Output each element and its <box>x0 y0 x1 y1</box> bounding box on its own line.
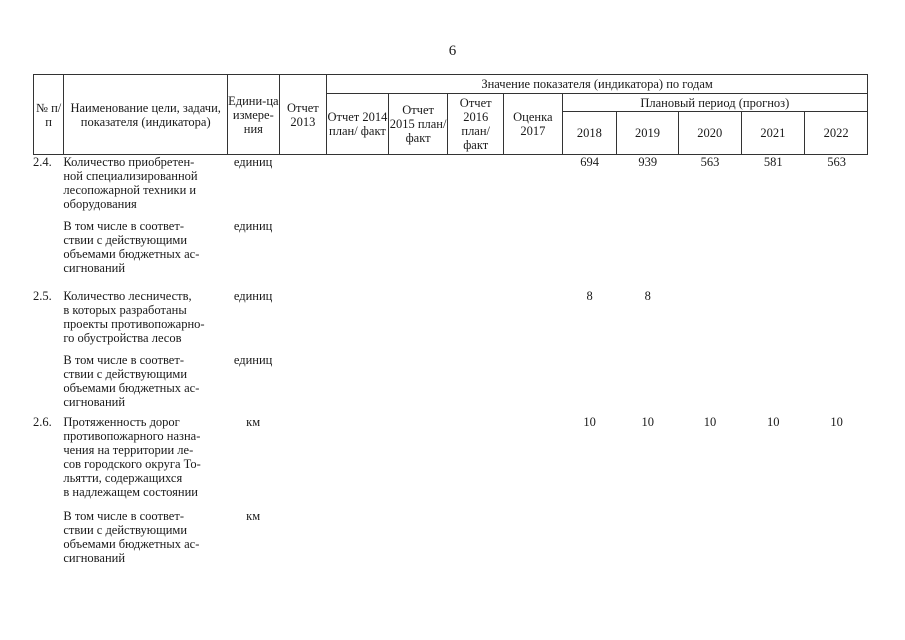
year-value <box>679 289 742 353</box>
unit-cell: единиц <box>233 353 273 367</box>
row-number: 2.5. <box>33 289 52 303</box>
year-value <box>562 509 617 569</box>
year-value <box>805 289 868 353</box>
year-value: 10 <box>767 415 780 429</box>
empty-cell <box>326 415 388 509</box>
empty-cell <box>448 219 504 289</box>
year-value <box>617 509 679 569</box>
unit-cell: км <box>246 509 261 523</box>
empty-cell <box>279 509 327 569</box>
year-value <box>741 219 805 289</box>
empty-cell <box>388 289 448 353</box>
empty-cell <box>388 353 448 415</box>
empty-cell <box>279 415 327 509</box>
row-number <box>33 219 63 289</box>
header-year: 2018 <box>562 112 617 155</box>
year-value <box>741 289 805 353</box>
year-value <box>805 509 868 569</box>
empty-cell <box>504 509 563 569</box>
year-value: 563 <box>700 155 720 169</box>
indicator-name: Количество приобретен- ной специализированной лесопожарной техники и оборудования <box>63 155 198 211</box>
header-table <box>33 74 868 155</box>
table-row <box>33 155 868 219</box>
unit-cell: единиц <box>233 155 273 169</box>
year-value <box>805 353 868 415</box>
empty-cell <box>279 155 327 219</box>
empty-cell <box>388 219 448 289</box>
row-number <box>33 509 63 569</box>
year-value <box>679 353 742 415</box>
indicator-name: Протяженность дорог противопожарного назна- чения на территории ле- сов городского округа То- льятти, содержащихся в надлежащем состоянии <box>63 415 201 499</box>
year-value: 694 <box>580 155 599 169</box>
year-value <box>679 219 742 289</box>
header-num: № п/п <box>34 75 64 155</box>
year-value: 581 <box>763 155 783 169</box>
empty-cell <box>504 155 563 219</box>
empty-cell <box>448 155 504 219</box>
header-2013: Отчет 2013 <box>279 75 327 155</box>
empty-cell <box>448 289 504 353</box>
empty-cell <box>388 415 448 509</box>
empty-cell <box>326 353 388 415</box>
empty-cell <box>326 155 388 219</box>
header-2016: Отчет 2016 план/ факт <box>448 94 504 155</box>
empty-cell <box>388 509 448 569</box>
empty-cell <box>504 353 563 415</box>
empty-cell <box>504 289 563 353</box>
year-value <box>741 353 805 415</box>
year-value: 10 <box>830 415 843 429</box>
table-row <box>33 219 868 289</box>
unit-cell: единиц <box>233 289 273 303</box>
unit-cell: единиц <box>233 219 273 233</box>
year-value: 939 <box>638 155 658 169</box>
year-value: 10 <box>583 415 596 429</box>
header-unit: Едини-ца измере-ния <box>228 75 280 155</box>
row-number: 2.6. <box>33 415 52 429</box>
year-value <box>679 509 742 569</box>
unit-cell: км <box>246 415 261 429</box>
year-value <box>562 353 617 415</box>
empty-cell <box>326 509 388 569</box>
body-table <box>33 155 868 569</box>
empty-cell <box>279 219 327 289</box>
empty-cell <box>504 415 563 509</box>
year-value: 563 <box>827 155 846 169</box>
empty-cell <box>326 289 388 353</box>
indicator-name: В том числе в соответ- ствии с действующими объемами бюджетных ас- сигнований <box>63 219 200 275</box>
header-year: 2021 <box>741 112 805 155</box>
header-plan-title: Плановый период (прогноз) <box>562 94 867 112</box>
header-group-title: Значение показателя (индикатора) по годам <box>327 75 868 94</box>
page-number: 6 <box>448 43 457 59</box>
table-row <box>33 353 868 415</box>
empty-cell <box>279 353 327 415</box>
year-value <box>617 353 679 415</box>
year-value <box>562 219 617 289</box>
row-number <box>33 353 63 415</box>
row-number: 2.4. <box>33 155 52 169</box>
indicator-name: В том числе в соответ- ствии с действующими объемами бюджетных ас- сигнований <box>63 353 200 409</box>
empty-cell <box>448 509 504 569</box>
empty-cell <box>504 219 563 289</box>
header-2015: Отчет 2015 план/ факт <box>388 94 448 155</box>
year-value <box>805 219 868 289</box>
year-value: 8 <box>586 289 593 303</box>
empty-cell <box>279 289 327 353</box>
empty-cell <box>326 219 388 289</box>
header-year: 2022 <box>805 112 868 155</box>
year-value: 10 <box>641 415 655 429</box>
year-value: 10 <box>703 415 717 429</box>
table-row <box>33 415 868 509</box>
indicator-name: Количество лесничеств, в которых разработаны проекты противопожарно- го обустройства лесов <box>63 289 205 345</box>
header-2014: Отчет 2014 план/ факт <box>327 94 389 155</box>
empty-cell <box>448 353 504 415</box>
header-year: 2020 <box>678 112 741 155</box>
table-row <box>33 289 868 353</box>
header-2017: Оценка 2017 <box>504 94 563 155</box>
empty-cell <box>388 155 448 219</box>
header-name: Наименование цели, задачи, показателя (индикатора) <box>64 75 228 155</box>
year-value: 8 <box>644 289 651 303</box>
year-value <box>617 219 679 289</box>
indicator-name: В том числе в соответ- ствии с действующими объемами бюджетных ас- сигнований <box>63 509 200 565</box>
year-value <box>741 509 805 569</box>
table-row <box>33 509 868 569</box>
header-year: 2019 <box>617 112 679 155</box>
empty-cell <box>448 415 504 509</box>
